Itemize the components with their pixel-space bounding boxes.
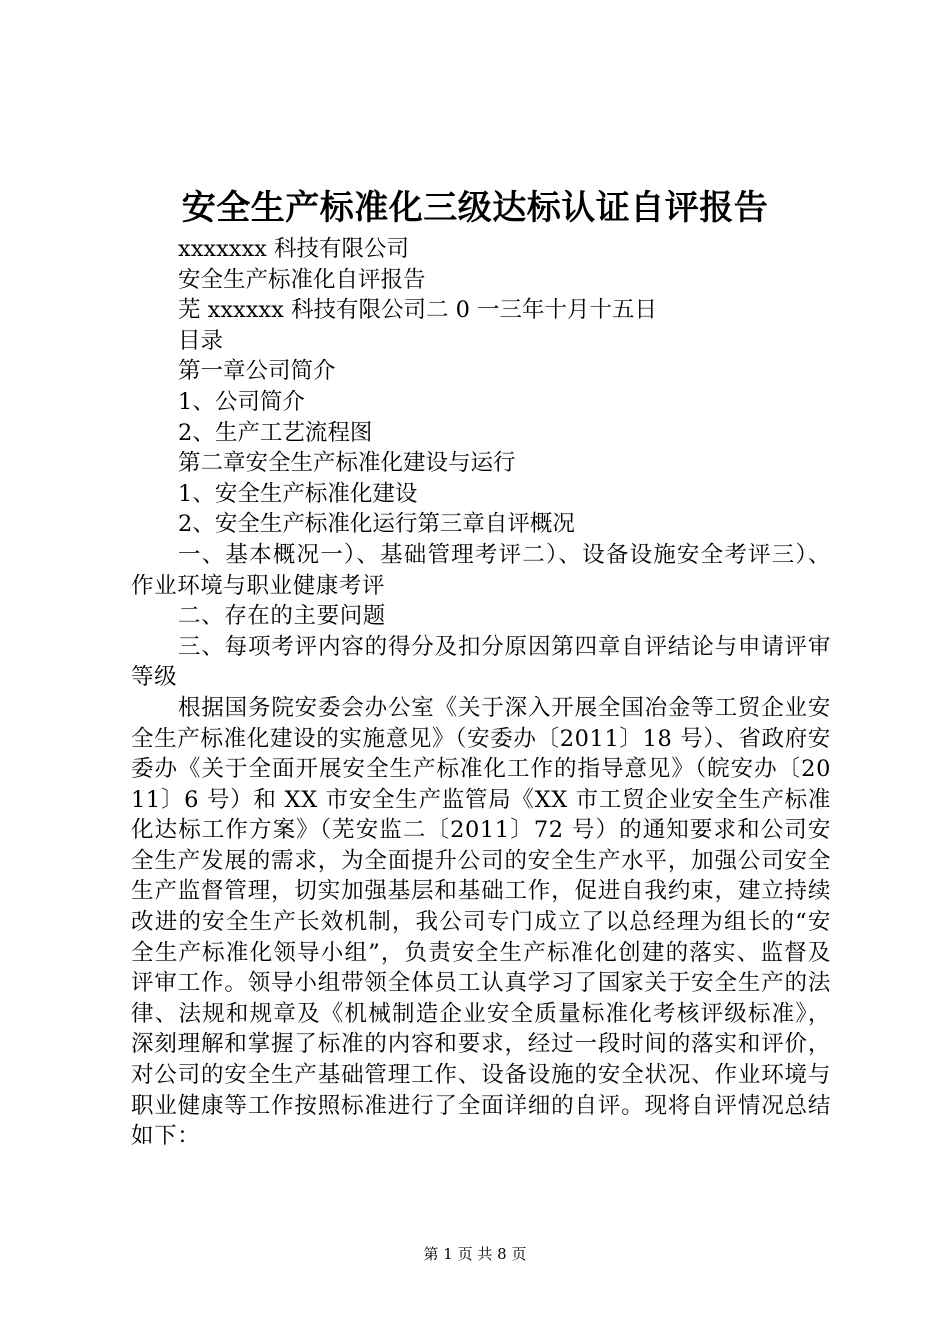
toc-heading: 目录 (178, 327, 224, 354)
company-date-line: 芜 xxxxxx 科技有限公司二 0 一三年十月十五日 (178, 297, 658, 324)
document-title: 安全生产标准化三级达标认证自评报告 (181, 188, 769, 228)
company-name-line: xxxxxxx 科技有限公司 (178, 236, 409, 262)
toc-item-1-2: 2、生产工艺流程图 (178, 419, 373, 446)
toc-section-2: 二、存在的主要问题 (178, 603, 386, 630)
toc-item-2-1: 1、安全生产标准化建设 (178, 480, 418, 507)
document-body (131, 234, 831, 1152)
toc-chapter-2: 第二章安全生产标准化建设与运行 (178, 450, 516, 477)
toc-item-1-1: 1、公司简介 (178, 388, 305, 415)
body-paragraph: 根据国务院安委会办公室《关于深入开展全国冶金等工贸企业安全生产标准化建设的实施意见》（安委办〔2011〕18 号）、省政府安委办《关于全面开展安全生产标准化工作的指导意见》（皖安办〔2011〕6 号）和 XX 市安全生产监管局《XX 市工贸企业安全生产标准化达标工作方案》（芜安监二〔2011〕72 号）的通知要求和公司安全生产发展的需求，为全面提升公司的安全生产水平，加强公司安全生产监督管理，切实加强基层和基础工作，促进自我约束，建立持续改进的安全生产长效机制，我公司专门成立了以总经理为组长的“安全生产标准化领导小组”，负责安全生产标准化创建的落实、监督及评审工作。领导小组带领全体员工认真学习了国家关于安全生产的法律、法规和规章及《机械制造企业安全质量标准化考核评级标准》，深刻理解和掌握了标准的内容和要求，经过一段时间的落实和评价，对公司的安全生产基础管理工作、设备设施的安全状况、作业环境与职业健康等工作按照标准进行了全面详细的自评。现将自评情况总结如下： (131, 694, 831, 1150)
toc-section-3: 三、每项考评内容的得分及扣分原因第四章自评结论与申请评审等级 (131, 633, 831, 691)
toc-item-2-2: 2、安全生产标准化运行第三章自评概况 (178, 511, 575, 538)
toc-section-1: 一、基本概况一）、基础管理考评二）、设备设施安全考评三）、作业环境与职业健康考评 (131, 541, 831, 599)
report-subtitle-line: 安全生产标准化自评报告 (178, 266, 426, 293)
toc-chapter-1: 第一章公司简介 (178, 358, 336, 385)
page-footer: 第 1 页 共 8 页 (423, 1245, 527, 1263)
